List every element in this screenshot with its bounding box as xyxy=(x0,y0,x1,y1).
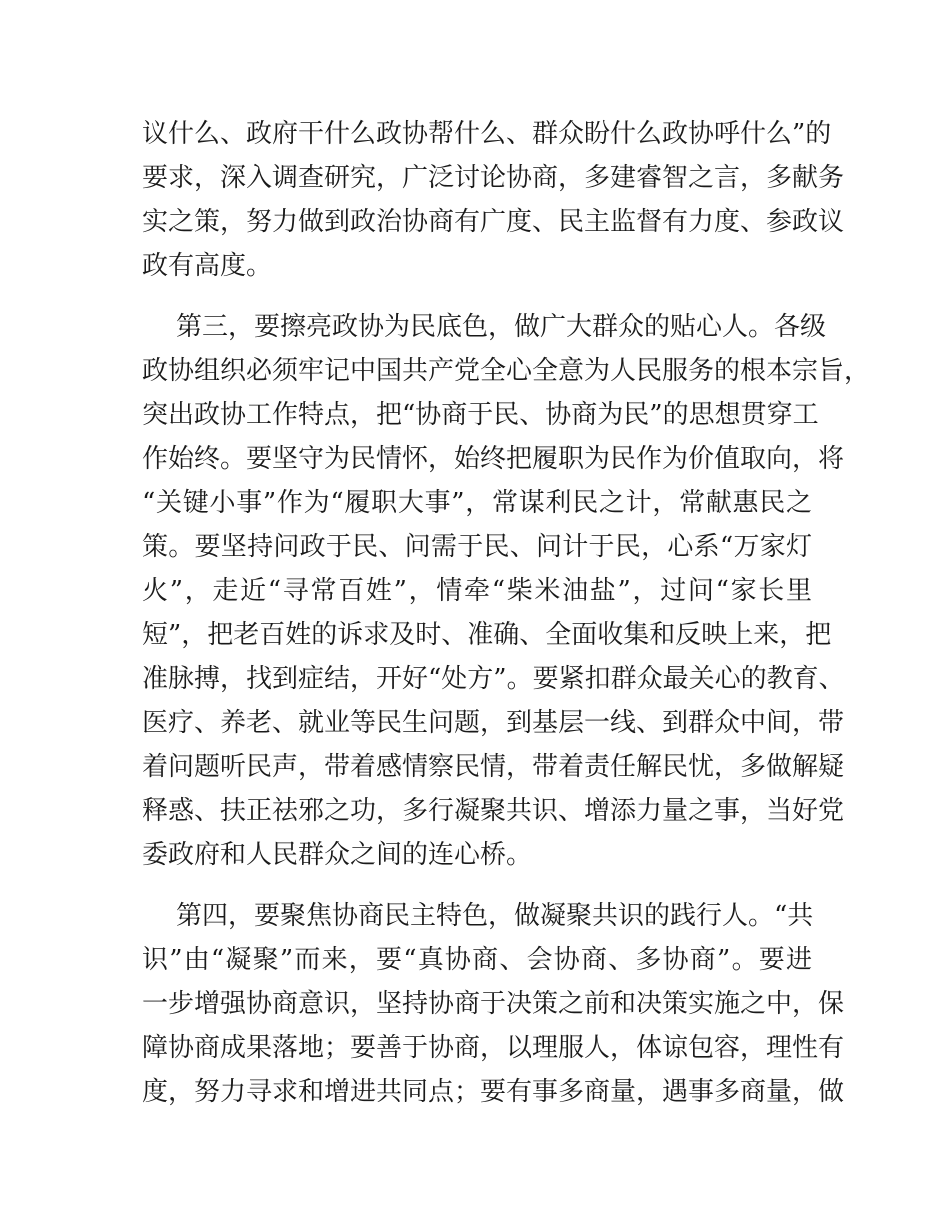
text-line: 议什么、政府干什么政协帮什么、群众盼什么政协呼什么”的 xyxy=(142,119,832,149)
text-line: 第三，要擦亮政协为民底色，做广大群众的贴心人。各级 xyxy=(176,312,827,342)
text-line: 策。要坚持问政于民、问需于民、问计于民，心系“万家灯 xyxy=(142,532,812,562)
text-line: 着问题听民声，带着感情察民情，带着责任解民忧，多做解疑 xyxy=(142,752,845,782)
text-line: 政协组织必须牢记中国共产党全心全意为人民服务的根本宗旨， xyxy=(142,356,871,386)
text-line: 作始终。要坚守为民情怀，始终把履职为民作为价值取向，将 xyxy=(142,444,845,474)
text-line: 突出政协工作特点，把“协商于民、协商为民”的思想贯穿工 xyxy=(142,400,819,430)
text-line: 障协商成果落地；要善于协商，以理服人，体谅包容，理性有 xyxy=(142,1033,845,1063)
text-line: 政有高度。 xyxy=(142,251,273,281)
text-line: 准脉搏，找到症结，开好“处方”。要紧扣群众最关心的教育、 xyxy=(142,664,845,694)
text-line: 释惑、扶正祛邪之功，多行凝聚共识、增添力量之事，当好党 xyxy=(142,796,845,826)
paragraph-gap xyxy=(142,877,812,894)
text-line: 火”，走近“寻常百姓”，情牵“柴米油盐”，过问“家长里 xyxy=(142,576,812,606)
text-line: 一步增强协商意识，坚持协商于决策之前和决策实施之中，保 xyxy=(142,989,845,1019)
paragraph-gap xyxy=(142,288,812,305)
text-line: “关键小事”作为“履职大事”，常谋利民之计，常献惠民之 xyxy=(142,488,812,518)
text-line: 第四，要聚焦协商民主特色，做凝聚共识的践行人。“共 xyxy=(176,901,814,931)
text-line: 识”由“凝聚”而来，要“真协商、会协商、多协商”。要进 xyxy=(142,945,812,975)
text-line: 医疗、养老、就业等民生问题，到基层一线、到群众中间，带 xyxy=(142,708,845,738)
paragraph-fourth-point xyxy=(142,894,845,1114)
text-line: 实之策，努力做到政治协商有广度、民主监督有力度、参政议 xyxy=(142,207,845,237)
text-line: 要求，深入调查研究，广泛讨论协商，多建睿智之言，多献务 xyxy=(142,163,845,193)
paragraph-third-point xyxy=(142,305,871,877)
paragraph-continuation xyxy=(142,112,845,288)
text-line: 委政府和人民群众之间的连心桥。 xyxy=(142,840,533,870)
text-line: 度，努力寻求和增进共同点；要有事多商量，遇事多商量，做 xyxy=(142,1077,845,1107)
text-line: 短”，把老百姓的诉求及时、准确、全面收集和反映上来，把 xyxy=(142,620,832,650)
document-body xyxy=(142,112,871,1114)
